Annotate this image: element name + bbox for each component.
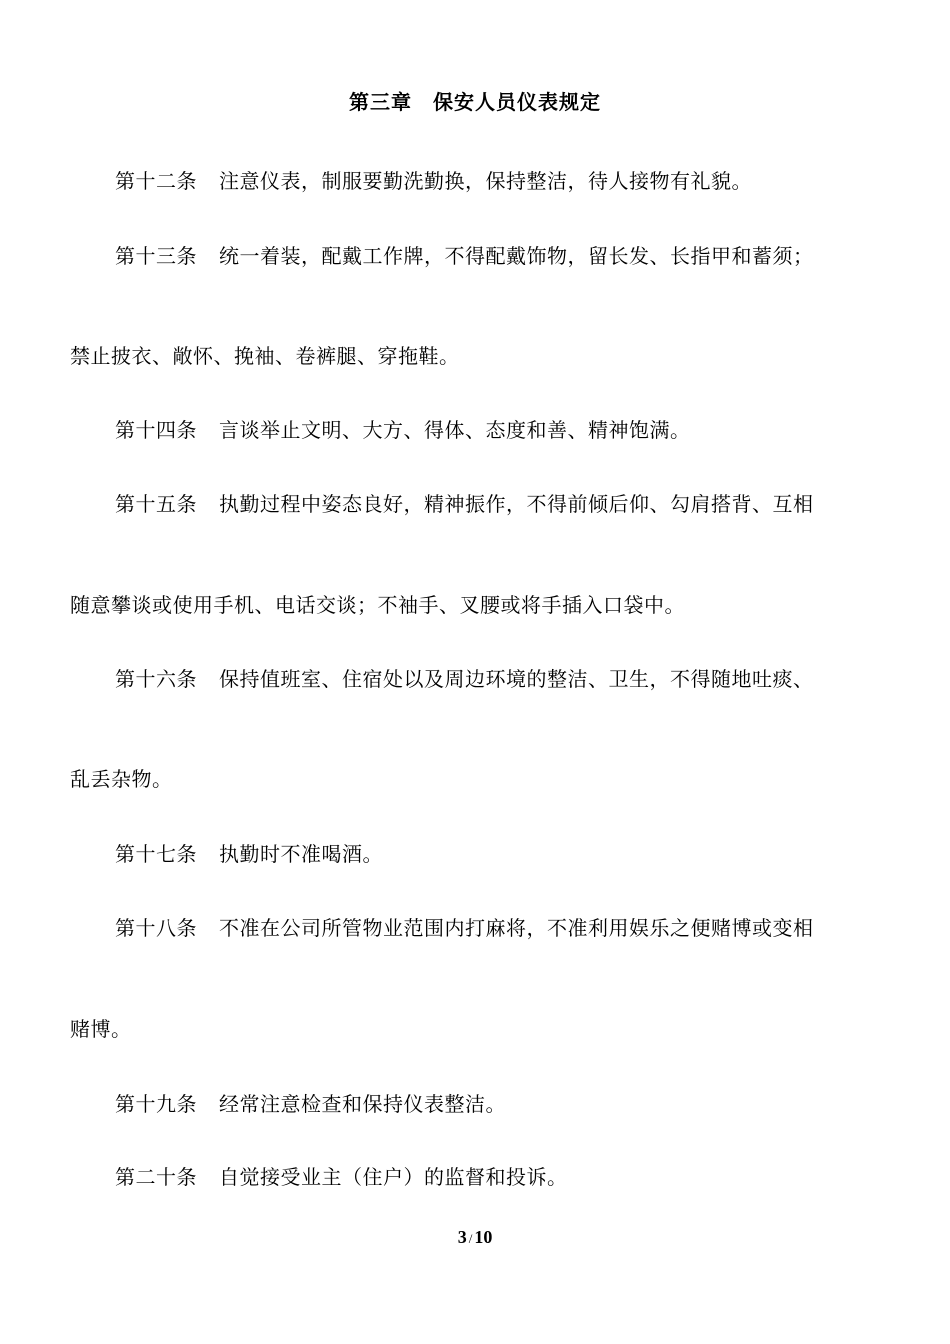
article-16 bbox=[115, 663, 814, 692]
article-number: 第十四条 bbox=[115, 418, 197, 442]
article-text: 不准在公司所管物业范围内打麻将，不准利用娱乐之便赌博或变相 bbox=[219, 916, 814, 940]
article-12 bbox=[115, 165, 752, 194]
article-15-continuation: 随意攀谈或使用手机、电话交谈；不袖手、叉腰或将手插入口袋中。 bbox=[70, 593, 685, 617]
article-number: 第十二条 bbox=[115, 169, 197, 193]
chapter-title: 第三章 保安人员仪表规定 bbox=[349, 90, 601, 114]
article-text: 执勤时不准喝酒。 bbox=[219, 842, 383, 866]
article-15 bbox=[115, 488, 814, 517]
article-16-continuation: 乱丢杂物。 bbox=[70, 767, 173, 791]
article-number: 第十七条 bbox=[115, 842, 197, 866]
article-number: 第十九条 bbox=[115, 1092, 197, 1116]
article-13 bbox=[115, 240, 814, 269]
article-number: 第二十条 bbox=[115, 1165, 197, 1189]
article-text: 自觉接受业主（住户）的监督和投诉。 bbox=[219, 1165, 568, 1189]
article-text: 保持值班室、住宿处以及周边环境的整洁、卫生，不得随地吐痰、 bbox=[219, 667, 814, 691]
article-number: 第十三条 bbox=[115, 244, 197, 268]
article-number: 第十八条 bbox=[115, 916, 197, 940]
article-text: 注意仪表，制服要勤洗勤换，保持整洁，待人接物有礼貌。 bbox=[219, 169, 752, 193]
page-number bbox=[0, 1227, 950, 1248]
article-14 bbox=[115, 414, 691, 443]
article-18-continuation: 赌博。 bbox=[70, 1017, 132, 1041]
article-text: 言谈举止文明、大方、得体、态度和善、精神饱满。 bbox=[219, 418, 691, 442]
article-20 bbox=[115, 1161, 568, 1190]
article-text: 执勤过程中姿态良好，精神振作，不得前倾后仰、勾肩搭背、互相 bbox=[219, 492, 814, 516]
current-page: 3 bbox=[457, 1227, 467, 1247]
article-number: 第十五条 bbox=[115, 492, 197, 516]
page-separator: / bbox=[468, 1231, 473, 1246]
article-number: 第十六条 bbox=[115, 667, 197, 691]
article-19 bbox=[115, 1088, 506, 1117]
article-17 bbox=[115, 838, 383, 867]
total-pages: 10 bbox=[474, 1227, 493, 1247]
article-text: 统一着装，配戴工作牌，不得配戴饰物，留长发、长指甲和蓄须； bbox=[219, 244, 814, 268]
article-13-continuation: 禁止披衣、敞怀、挽袖、卷裤腿、穿拖鞋。 bbox=[70, 344, 460, 368]
article-text: 经常注意检查和保持仪表整洁。 bbox=[219, 1092, 506, 1116]
article-18 bbox=[115, 912, 814, 941]
